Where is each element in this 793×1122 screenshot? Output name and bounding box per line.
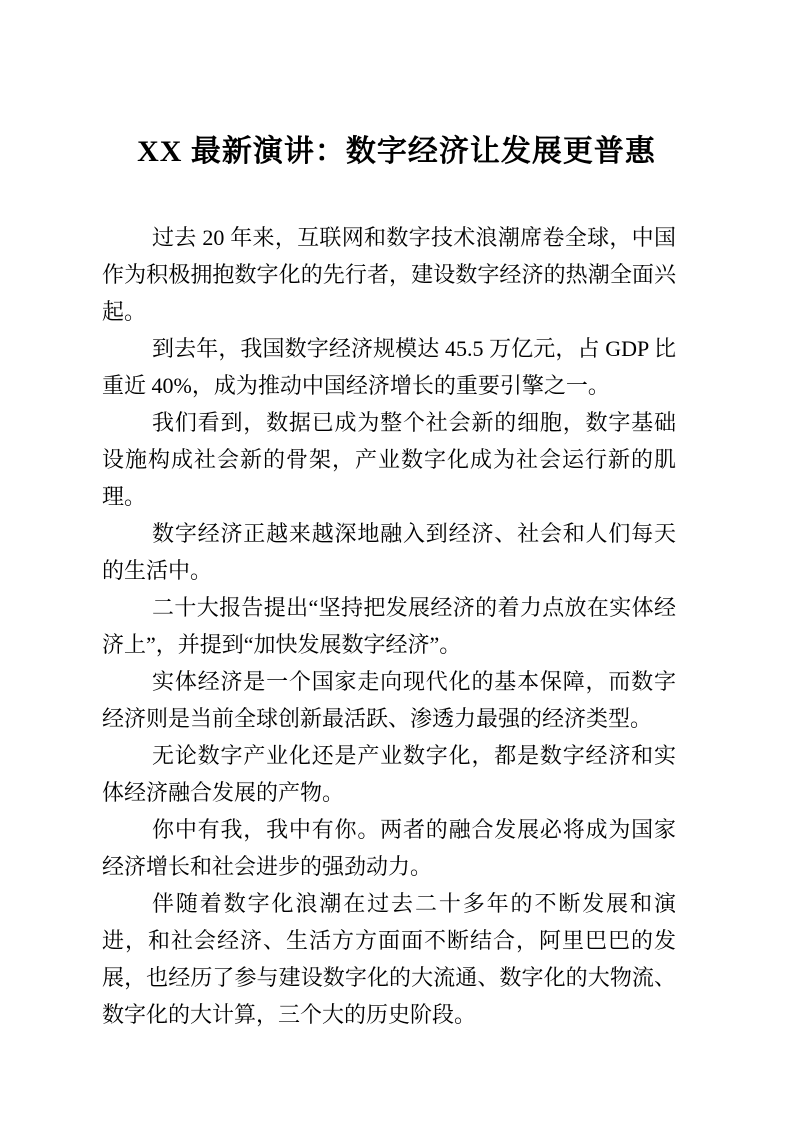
paragraph-9: 伴随着数字化浪潮在过去二十多年的不断发展和演进，和社会经济、生活方方面面不断结合，阿里巴巴的发展，也经历了参与建设数字化的大流通、数字化的大物流、数字化的大计算，三个大的历史阶段。	[102, 891, 676, 1027]
page-title: XX 最新演讲：数字经济让发展更普惠	[137, 135, 656, 168]
paragraph-4: 数字经济正越来越深地融入到经济、社会和人们每天的生活中。	[102, 521, 676, 583]
paragraph-7: 无论数字产业化还是产业数字化，都是数字经济和实体经济融合发展的产物。	[102, 743, 676, 805]
document-body	[0, 219, 793, 1033]
paragraph-8: 你中有我，我中有你。两者的融合发展必将成为国家经济增长和社会进步的强劲动力。	[102, 817, 676, 879]
paragraph-6: 实体经济是一个国家走向现代化的基本保障，而数字经济则是当前全球创新最活跃、渗透力最强的经济类型。	[102, 669, 676, 731]
paragraph-3: 我们看到，数据已成为整个社会新的细胞，数字基础设施构成社会新的骨架，产业数字化成为社会运行新的肌理。	[102, 410, 676, 509]
paragraph-2: 到去年，我国数字经济规模达 45.5 万亿元，占 GDP 比重近 40%，成为推动中国经济增长的重要引擎之一。	[102, 336, 676, 398]
paragraph-5: 二十大报告提出“坚持把发展经济的着力点放在实体经济上”，并提到“加快发展数字经济”。	[102, 595, 676, 657]
paragraph-1: 过去 20 年来，互联网和数字技术浪潮席卷全球，中国作为积极拥抱数字化的先行者，建设数字经济的热潮全面兴起。	[102, 225, 676, 324]
